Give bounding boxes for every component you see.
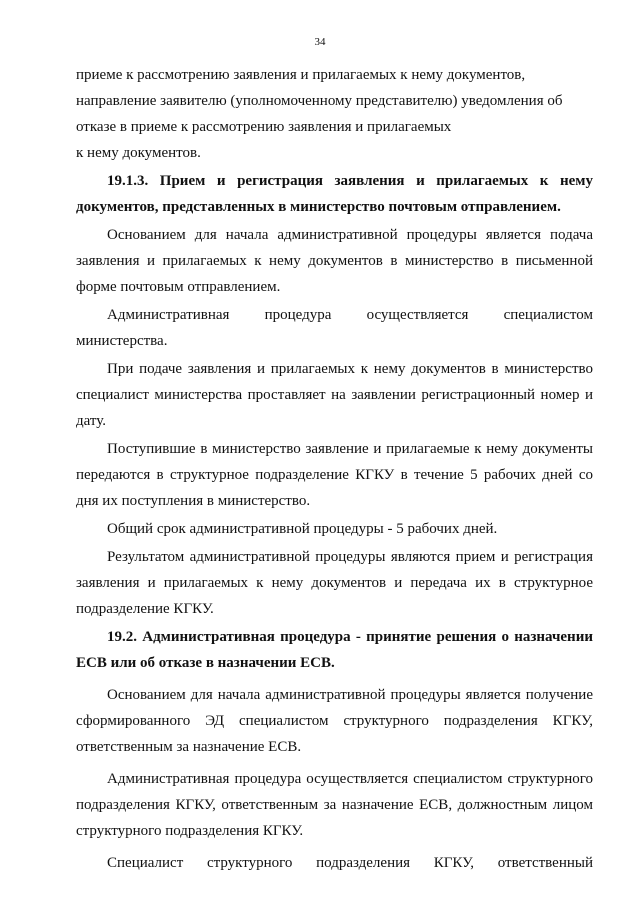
text-line: передаются в структурное подразделение КГКУ в течение — [76, 467, 464, 483]
heading-line: документов, представленных в министерство почтовым отправлением. — [76, 199, 561, 215]
paragraph-term — [76, 516, 593, 542]
paragraph-result-19-1-3 — [76, 544, 593, 622]
text-line: ответственным за назначение ЕСВ. — [76, 739, 302, 755]
heading-line: ЕСВ или об отказе в назначении ЕСВ. — [76, 655, 335, 671]
text-line: Специалист структурного подразделения КГКУ, ответственный — [107, 855, 593, 871]
section-heading-19-2 — [76, 624, 593, 676]
text-line: специалист министерства проставляет на заявлении регистрационный номер — [76, 387, 580, 403]
paragraph-transfer — [76, 436, 593, 514]
page-number: 34 — [314, 36, 326, 48]
text-line: направление заявителю (уполномоченному представителю) уведомления об — [76, 93, 563, 109]
text-line: приеме к рассмотрению заявления и прилагаемых к нему документов, — [76, 67, 526, 83]
text-line: Основанием для начала административной процедуры является получение — [107, 687, 593, 703]
text-line: сформированного ЭД специалистом структурного подразделения КГКУ, — [76, 713, 593, 729]
paragraph-registration — [76, 356, 593, 434]
paragraph-performer-19-1-3 — [76, 302, 593, 354]
paragraph-specialist — [76, 850, 593, 876]
heading-line: 19.1.3. Прием и регистрация заявления и прилагаемых к нему — [107, 173, 593, 189]
paragraph-performer-19-2 — [76, 766, 593, 844]
text-line: и дату. — [76, 387, 594, 429]
text-line: отказе в приеме к рассмотрению заявления и прилагаемых — [76, 119, 452, 135]
paragraph-basis-19-2 — [76, 682, 593, 760]
text-line: регистрация заявления и прилагаемых к нему документов и передача их в — [76, 549, 593, 591]
text-line: подразделения КГКУ, ответственным за назначение ЕСВ, должностным лицом — [76, 797, 593, 813]
text-line: При подаче заявления и прилагаемых к нему документов в министерство — [107, 361, 593, 377]
text-line: Результатом административной процедуры являются прием и — [107, 549, 509, 565]
section-heading-19-1-3 — [76, 168, 593, 220]
text-line: структурное подразделение КГКУ. — [76, 575, 593, 617]
document-body — [76, 62, 593, 876]
text-line: Поступившие в министерство заявление и прилагаемые к нему документы — [107, 441, 593, 457]
text-line: Административная процедура осуществляется специалистом структурного — [107, 771, 593, 787]
paragraph-basis-19-1-3 — [76, 222, 593, 300]
text-line: министерства. — [76, 333, 168, 349]
text-line: форме почтовым отправлением. — [76, 279, 281, 295]
text-line: Общий срок административной процедуры - 5 рабочих дней. — [107, 521, 498, 537]
text-line: структурного подразделения КГКУ. — [76, 823, 304, 839]
text-line: Административная процедура осуществляется специалистом — [107, 307, 593, 323]
text-line: заявления и прилагаемых к нему документов в министерство в письменной — [76, 253, 593, 269]
heading-line: 19.2. Административная процедура - принятие решения о назначении — [107, 629, 593, 645]
text-line: Основанием для начала административной процедуры является подача — [107, 227, 593, 243]
text-line: 5 рабочих дней со дня их поступления в министерство. — [76, 467, 593, 509]
paragraph-continuation — [76, 62, 593, 166]
text-line: к нему документов. — [76, 145, 201, 161]
